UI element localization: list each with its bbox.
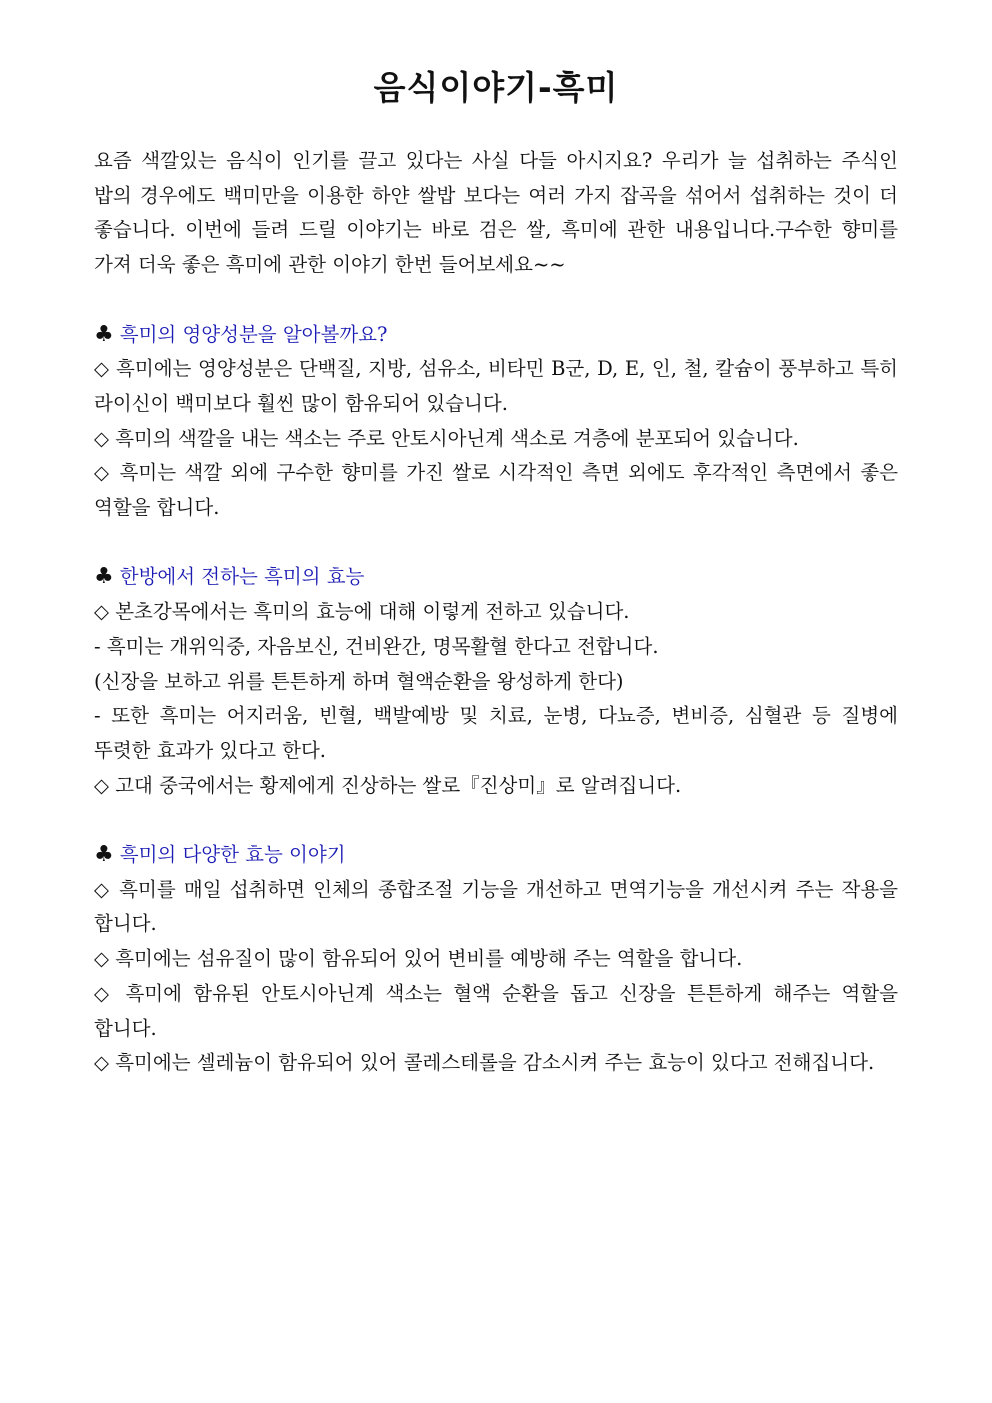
- body-line: - 흑미는 개위익중, 자음보신, 건비완간, 명목활혈 한다고 전합니다.: [94, 634, 659, 658]
- body-line: ◇ 흑미에는 셀레늄이 함유되어 있어 콜레스테롤을 감소시켜 주는 효능이 있다고 전해집니다.: [94, 1051, 875, 1075]
- body-line: - 또한 흑미는 어지러움, 빈혈, 백발예방 및 치료, 눈병, 다뇨증, 변비증, 심혈관 등 질병에 뚜렷한 효과가 있다고 한다.: [94, 704, 898, 762]
- document-page: [94, 62, 898, 1116]
- document-title: 음식이야기-흑미: [373, 68, 619, 107]
- section-heading-text: 한방에서 전하는 흑미의 효능: [119, 565, 365, 589]
- body-line: ◇ 흑미에는 섬유질이 많이 함유되어 있어 변비를 예방해 주는 역할을 합니다.: [94, 947, 743, 971]
- body-line: ◇ 흑미의 색깔을 내는 색소는 주로 안토시아닌계 색소로 겨층에 분포되어 있습니다.: [94, 426, 799, 450]
- body-line: ◇ 흑미는 색깔 외에 구수한 향미를 가진 쌀로 시각적인 측면 외에도 후각적인 측면에서 좋은 역할을 합니다.: [94, 461, 898, 520]
- body-line: ◇ 고대 중국에서는 황제에게 진상하는 쌀로『진상미』로 알려집니다.: [94, 773, 682, 797]
- section-heading: [94, 560, 898, 595]
- section-heading-text: 흑미의 다양한 효능 이야기: [119, 843, 346, 867]
- section-heading: [94, 838, 898, 873]
- body-line: ◇ 흑미에는 영양성분은 단백질, 지방, 섬유소, 비타민 B군, D, E, 인, 철, 칼슘이 풍부하고 특히 라이신이 백미보다 훨씬 많이 함유되어 있습니다.: [94, 357, 898, 415]
- section-nutrition: [94, 318, 898, 526]
- section-heading-text: 흑미의 영양성분을 알아볼까요?: [119, 322, 388, 346]
- section-oriental-medicine: [94, 560, 898, 803]
- club-icon: ♣: [94, 321, 114, 347]
- section-various-effects: [94, 838, 898, 1081]
- body-line: ◇ 본초강목에서는 흑미의 효능에 대해 이렇게 전하고 있습니다.: [94, 600, 630, 624]
- club-icon: ♣: [94, 842, 114, 868]
- intro-paragraph: 요즘 색깔있는 음식이 인기를 끌고 있다는 사실 다들 아시지요? 우리가 늘 섭취하는 주식인 밥의 경우에도 백미만을 이용한 하얀 쌀밥 보다는 여러 가지 잡곡을 섞어서 섭취하는 것이 더 좋습니다. 이번에 들려 드릴 이야기는 바로 검은 쌀, 흑미에 관한 내용입니다.구수한 향미를 가져 더욱 좋은 흑미에 관한 이야기 한번 들어보세요~~: [94, 149, 898, 277]
- section-heading: [94, 318, 898, 353]
- body-line: ◇ 흑미를 매일 섭취하면 인체의 종합조절 기능을 개선하고 면역기능을 개선시켜 주는 작용을 합니다.: [94, 877, 898, 936]
- body-line: (신장을 보하고 위를 튼튼하게 하며 혈액순환을 왕성하게 한다): [94, 669, 624, 693]
- club-icon: ♣: [94, 564, 114, 590]
- body-line: ◇ 흑미에 함유된 안토시아닌계 색소는 혈액 순환을 돕고 신장을 튼튼하게 해주는 역할을 합니다.: [94, 981, 898, 1040]
